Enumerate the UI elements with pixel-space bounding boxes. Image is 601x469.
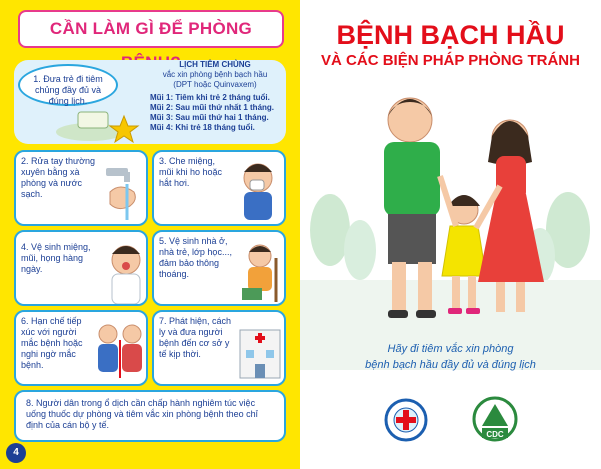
cdc-logo-text: CDC (486, 430, 504, 439)
page-number: 4 (6, 443, 26, 463)
dose-4: Mũi 4: Khi trẻ 18 tháng tuổi. (150, 123, 255, 132)
vaccine-vial-illustration (40, 104, 140, 144)
ministry-of-health-logo (384, 398, 428, 442)
item-8-text: 8. Người dân trong ổ dịch cần chấp hành nghiêm túc việc uống thuốc dự phòng và tiêm vắc xin phòng bệnh theo chỉ định của cán bộ y tế. (26, 398, 258, 430)
item-4-text: 4. Vệ sinh miệng, mũi, họng hàng ngày. (21, 242, 91, 274)
item-6-text: 6. Hạn chế tiếp xúc với người mắc bệnh hoặc nghi ngờ mắc bệnh. (21, 316, 83, 370)
left-page (0, 0, 300, 469)
tagline (300, 341, 601, 373)
sneezing-child-illustration (232, 156, 284, 222)
hand-washing-illustration (100, 164, 146, 224)
cleaning-illustration (236, 238, 284, 304)
tagline-line-2: bệnh bạch hầu đầy đủ và đúng lịch (365, 359, 536, 371)
right-page (300, 0, 601, 469)
left-heading-box (18, 10, 284, 48)
item-7-text: 7. Phát hiện, cách ly và đưa người bệnh đến cơ sở y tế kịp thời. (159, 316, 232, 359)
cover-title: BỆNH BẠCH HẦU (336, 20, 565, 50)
mouth-hygiene-illustration (104, 238, 148, 306)
vaccination-subtitle: vắc xin phòng bệnh bạch hầu (162, 70, 268, 79)
vaccination-title: LỊCH TIÊM CHỦNG (179, 60, 251, 69)
cdc-logo (472, 396, 518, 444)
item-1-text: 1. Đưa trẻ đi tiêm chủng đầy đủ và đúng lịch. (33, 74, 103, 106)
item-3-card (152, 150, 286, 226)
item-2-card (14, 150, 148, 226)
logo-strip (300, 384, 601, 469)
vaccination-schedule (150, 60, 280, 133)
item-8-card (14, 390, 286, 442)
limit-contact-illustration (92, 318, 148, 384)
item-5-text: 5. Vệ sinh nhà ở, nhà trẻ, lớp học..., đảm bảo thông thoáng. (159, 236, 232, 279)
item-5-card (152, 230, 286, 306)
left-heading: CẦN LÀM GÌ ĐỂ PHÒNG (49, 19, 253, 38)
dose-1: Mũi 1: Tiêm khi trẻ 2 tháng tuổi. (150, 93, 270, 102)
cover-subtitle: VÀ CÁC BIỆN PHÁP PHÒNG TRÁNH (321, 52, 580, 69)
item-3-text: 3. Che miệng, mũi khi ho hoặc hắt hơi. (159, 156, 223, 188)
item-4-card (14, 230, 148, 306)
item-2-text: 2. Rửa tay thường xuyên bằng xà phòng và nước sạch. (21, 156, 95, 199)
tagline-line-1: Hãy đi tiêm vắc xin phòng (387, 343, 514, 355)
dose-2: Mũi 2: Sau mũi thứ nhất 1 tháng. (150, 103, 275, 112)
item-7-card (152, 310, 286, 386)
item-6-card (14, 310, 148, 386)
dose-3: Mũi 3: Sau mũi thứ hai 1 tháng. (150, 113, 269, 122)
vaccination-subtitle-2: (DPT hoặc Quinvaxem) (173, 80, 257, 89)
hospital-illustration (236, 320, 284, 382)
family-illustration (360, 86, 550, 326)
